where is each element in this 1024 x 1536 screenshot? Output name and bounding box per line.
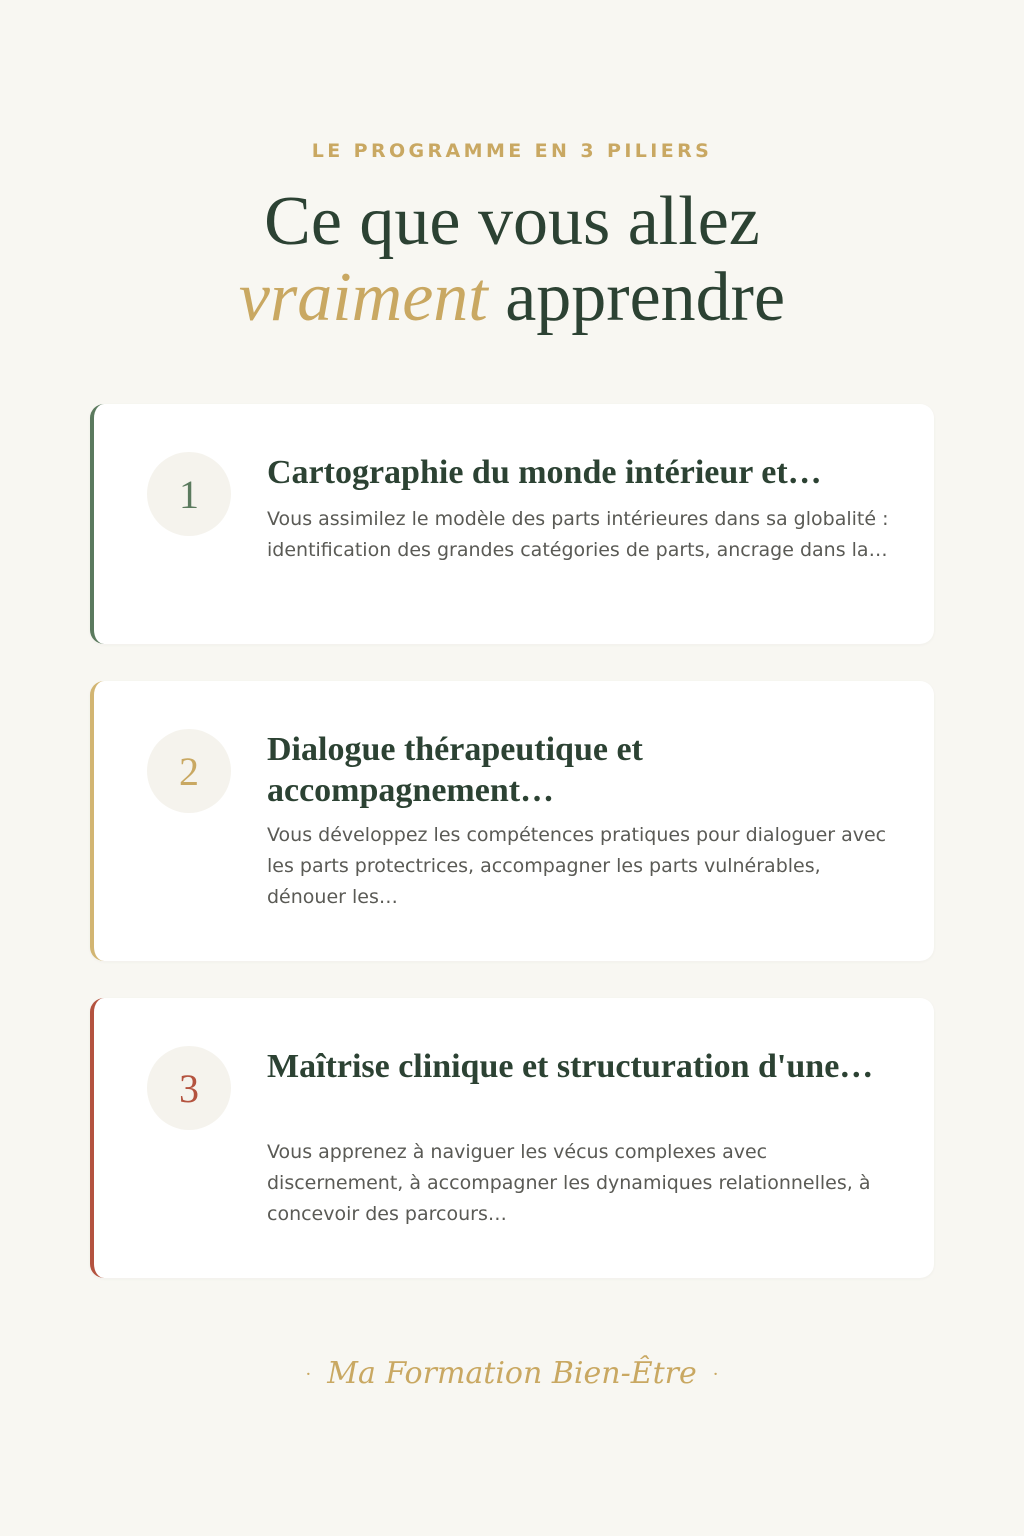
pillar-description: Vous assimilez le modèle des parts intérieures dans sa globalité : identification des grandes catégories de parts, ancrage dans la… — [267, 508, 889, 561]
pillar-card-3 — [90, 998, 934, 1278]
section-eyebrow: LE PROGRAMME EN 3 PILIERS — [311, 140, 713, 162]
headline-line-2: apprendre — [505, 259, 786, 336]
footer-brand-text: Ma Formation Bien-Être — [327, 1356, 697, 1391]
pillar-number-badge: 2 — [147, 729, 231, 813]
pillar-description: Vous développez les compétences pratiques pour dialoguer avec les parts protectrices, accompagner les parts vulnérables, dénouer les… — [267, 824, 887, 908]
headline-line-1: Ce que vous allez — [264, 183, 760, 260]
footer-brand — [0, 1352, 1024, 1397]
pillar-number-badge: 1 — [147, 452, 231, 536]
pillar-title: Maîtrise clinique et structuration d'une… — [267, 1048, 874, 1085]
pillar-description: Vous apprenez à naviguer les vécus complexes avec discernement, à accompagner les dynamiques relationnelles, à concevoir des parcours… — [267, 1141, 871, 1225]
footer-dot-left: · — [305, 1364, 312, 1385]
pillar-card-2 — [90, 681, 934, 961]
pillar-card-1 — [90, 404, 934, 644]
headline-accent-word: vraiment — [238, 259, 488, 336]
pillar-title: Cartographie du monde intérieur et… — [267, 454, 822, 491]
section-headline — [0, 184, 1024, 336]
pillar-title: Dialogue thérapeutique et accompagnement… — [267, 731, 643, 809]
pillar-number-badge: 3 — [147, 1046, 231, 1130]
footer-dot-right: · — [712, 1364, 719, 1385]
